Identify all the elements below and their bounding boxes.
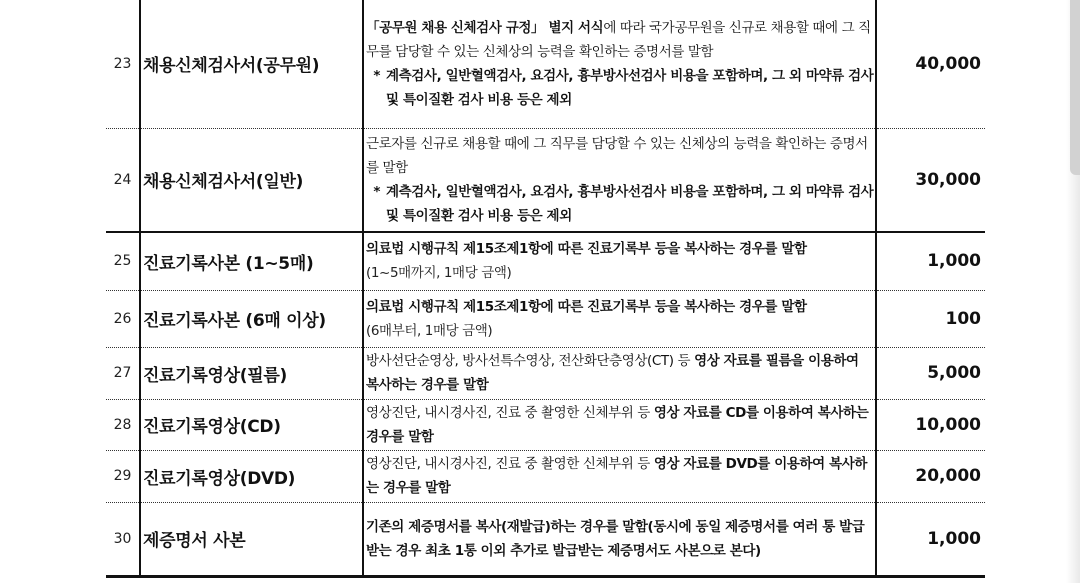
description-text: 에 따라 국가공무원을 신규로 채용할 때에 그 직무를 담당할 수 있는 신체상의 능력을 확인하는 증명서를 말함 bbox=[366, 19, 871, 60]
description-text: 영상진단, 내시경사진, 진료 중 촬영한 신체부위 등 bbox=[366, 456, 654, 472]
scrollbar-thumb[interactable] bbox=[1070, 0, 1080, 175]
item-description bbox=[363, 399, 876, 450]
description-emphasis: 영상 자료를 필름을 이용하여 복사하는 경우를 말함 bbox=[366, 353, 859, 393]
row-number: 29 bbox=[106, 450, 140, 502]
description-text: 의료법 시행규칙 제15조제1항에 따른 진료기록부 등을 복사하는 경우를 말함 bbox=[366, 241, 807, 258]
description-regulation: 「공무원 채용 신체검사 규정」 별지 서식 bbox=[366, 19, 604, 36]
description-text: 근로자를 신규로 채용할 때에 그 직무를 담당할 수 있는 신체상의 능력을 확인하는 증명서를 말함 bbox=[366, 135, 868, 176]
item-name: 진료기록사본 (1~5매) bbox=[140, 232, 363, 290]
item-description bbox=[363, 128, 876, 232]
item-description bbox=[363, 232, 876, 290]
item-fee: 1,000 bbox=[876, 502, 985, 576]
description-subtext: (1~5매까지, 1매당 금액) bbox=[366, 265, 512, 282]
row-number: 25 bbox=[106, 232, 140, 290]
description-emphasis: 영상 자료를 CD를 이용하여 복사하는 경우를 말함 bbox=[366, 404, 869, 445]
item-description bbox=[363, 347, 876, 399]
description-text: 영상진단, 내시경사진, 진료 중 촬영한 신체부위 등 bbox=[366, 404, 654, 421]
description-note bbox=[366, 180, 874, 228]
item-description bbox=[363, 290, 876, 347]
item-name: 진료기록사본 (6매 이상) bbox=[140, 290, 363, 347]
item-fee: 40,000 bbox=[915, 53, 981, 74]
description-text: 의료법 시행규칙 제15조제1항에 따른 진료기록부 등을 복사하는 경우를 말함 bbox=[366, 298, 807, 315]
item-name: 진료기록영상(필름) bbox=[140, 347, 363, 399]
table-row bbox=[106, 232, 985, 290]
table-row bbox=[106, 128, 985, 232]
item-description bbox=[363, 450, 876, 502]
table-row bbox=[106, 0, 985, 128]
table-row bbox=[106, 502, 985, 576]
note-text: 계측검사, 일반혈액검사, 요검사, 흉부방사선검사 비용을 포함하며, 그 외 마약류 검사 및 특이질환 검사 비용 등은 제외 bbox=[386, 67, 874, 108]
note-marker: * bbox=[373, 67, 380, 84]
description-text: 방사선단순영상, 방사선특수영상, 전산화단층영상(CT) 등 bbox=[366, 353, 695, 369]
description-subtext: (6매부터, 1매당 금액) bbox=[366, 322, 493, 339]
table-row bbox=[106, 450, 985, 502]
description-note bbox=[366, 64, 874, 112]
description-emphasis: 영상 자료를 DVD를 이용하여 복사하는 경우를 말함 bbox=[366, 456, 868, 496]
note-text: 계측검사, 일반혈액검사, 요검사, 흉부방사선검사 비용을 포함하며, 그 외 마약류 검사 및 특이질환 검사 비용 등은 제외 bbox=[386, 183, 874, 224]
fee-table bbox=[106, 0, 985, 578]
row-number: 30 bbox=[106, 502, 140, 576]
table-row bbox=[106, 290, 985, 347]
item-description bbox=[363, 502, 876, 576]
row-number: 23 bbox=[106, 0, 140, 128]
row-number: 27 bbox=[106, 347, 140, 399]
item-name: 진료기록영상(DVD) bbox=[140, 450, 363, 502]
item-name: 채용신체검사서(일반) bbox=[140, 128, 363, 232]
item-fee: 10,000 bbox=[876, 399, 985, 450]
item-description bbox=[363, 0, 876, 128]
item-fee: 1,000 bbox=[876, 232, 985, 290]
row-number: 26 bbox=[106, 290, 140, 347]
item-fee: 5,000 bbox=[876, 347, 985, 399]
item-name: 진료기록영상(CD) bbox=[140, 399, 363, 450]
item-fee: 100 bbox=[876, 290, 985, 347]
item-name: 채용신체검사서(공무원) bbox=[140, 0, 363, 128]
item-fee: 20,000 bbox=[876, 450, 985, 502]
table-row bbox=[106, 399, 985, 450]
description-text: 기존의 제증명서를 복사(재발급)하는 경우를 말함(동시에 동일 제증명서를 여러 통 발급받는 경우 최초 1통 이외 추가로 발급받는 제증명서도 사본으로 본다) bbox=[366, 518, 865, 559]
item-name: 제증명서 사본 bbox=[140, 502, 363, 576]
row-number: 28 bbox=[106, 399, 140, 450]
row-number: 24 bbox=[106, 128, 140, 232]
note-marker: * bbox=[373, 183, 380, 200]
item-fee: 30,000 bbox=[876, 128, 985, 232]
table-row bbox=[106, 347, 985, 399]
